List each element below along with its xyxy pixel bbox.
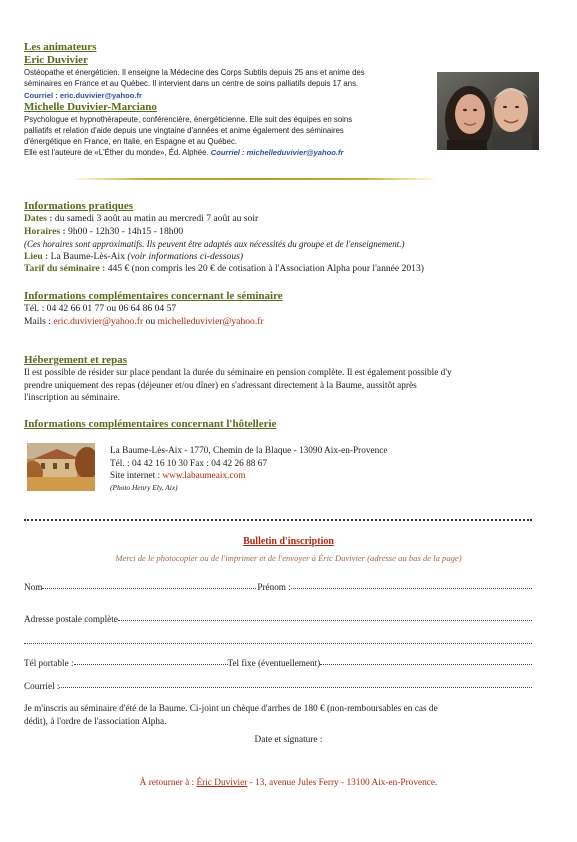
adresse-field-line-2[interactable] (24, 643, 532, 644)
animateurs-photo (437, 72, 539, 150)
hotellerie-body: La Baume-Lès-Aix - 1770, Chemin de la Blaque - 13090 Aix-en-Provence Tél. : 04 42 16 10 30 Fax : 04 42 26 88 67 Site internet : www.labaumeaix.com (Photo Henry Ely, Aix) (110, 446, 388, 492)
tel-fixe-label: Tel fixe (éventuellement) (227, 658, 321, 668)
bulletin-subtitle: Merci de le photocopier ou de l'imprimer et de l'envoyer à Éric Duvivier (adresse au bas de la page) (115, 553, 462, 563)
courriel-field[interactable] (59, 681, 532, 688)
courriel-label: Courriel : (24, 681, 60, 691)
eric-name: Eric Duvivier (24, 54, 88, 66)
adresse-field[interactable] (118, 614, 532, 621)
nom-label: Nom (24, 582, 43, 592)
eric-bio: Ostéopathe et énergéticien. Il enseigne la Médecine des Corps Subtils depuis 25 ans et anime des séminaires en France et au Québec. Il intervient dans un centre de soins palliatifs depuis 17 ans. (24, 68, 365, 88)
bulletin-title: Bulletin d'inscription (243, 536, 334, 547)
section-title-complementaires: Informations complémentaires concernant le séminaire (24, 290, 283, 302)
section-title-animateurs: Les animateurs (24, 41, 97, 53)
section-title-hebergement: Hébergement et repas (24, 354, 128, 366)
prenom-label: Prénom : (257, 582, 291, 592)
dotted-separator (24, 519, 532, 521)
pratiques-body: Dates : du samedi 3 août au matin au mercredi 7 août au soir Horaires : 9h00 - 12h30 - 14h15 - 18h00 (Ces horaires sont approximatifs. Ils peuvent être adaptés aux nécessités du groupe et de l'enseignement.) Lieu : La Baume-Lès-Aix (voir informations ci-dessous) Tarif du séminaire : 445 € (non compris les 20 € de cotisation à l'Association Alpha pour l'année 2013) (24, 213, 424, 275)
michelle-name: Michelle Duvivier-Marciano (24, 101, 157, 113)
baume-photo (27, 443, 95, 491)
retour-address: À retourner à : Éric Duvivier - 13, avenue Jules Ferry - 13100 Aix-en-Provence. (139, 778, 438, 788)
form-row-courriel (24, 681, 532, 691)
tel-portable-label: Tél portable : (24, 658, 74, 668)
section-title-hotellerie: Informations complémentaires concernant l'hôtellerie (24, 418, 277, 430)
tel-fixe-field[interactable] (320, 658, 532, 665)
eric-email[interactable]: Courriel : eric.duvivier@yahoo.fr (24, 91, 142, 100)
form-row-nom (24, 582, 532, 592)
site-link[interactable]: www.labaumeaix.com (162, 471, 246, 482)
form-row-adresse (24, 614, 532, 624)
section-title-pratiques: Informations pratiques (24, 200, 134, 212)
mail-link-michelle[interactable]: michelleduvivier@yahoo.fr (157, 315, 264, 327)
signature-label: Date et signature : (254, 735, 323, 745)
mail-link-eric[interactable]: eric.duvivier@yahoo.fr (53, 315, 144, 327)
nom-field[interactable] (42, 582, 256, 589)
prenom-field[interactable] (291, 582, 532, 589)
michelle-bio: Psychologue et hypnothérapeute, conférencière, énergéticienne. Elle suit des équipes en soins palliatifs et relation d'aide depuis une vingtaine d'années et anime également des séminaires d'énergétique en France, en Italie, en Espagne et au Québec. Elle est l'auteure de «L'Éther du monde», Éd. Alphée. Courriel : michelleduvivier@yahoo.fr (24, 115, 353, 157)
hebergement-body: Il est possible de résider sur place pendant la durée du séminaire en pension complète. Il est également possible d'y prendre uniquement des repas (déjeuner et/ou dîner) en s'adressant directement à la Baume, aussitôt après l'inscription au séminaire. (24, 368, 452, 404)
complementaires-body: Tél. : 04 42 66 01 77 ou 06 64 86 04 57 Mails : eric.duvivier@yahoo.fr ou michelleduvivier@yahoo.fr (24, 303, 264, 327)
tel-portable-field[interactable] (74, 658, 228, 665)
michelle-email[interactable]: Courriel : michelleduvivier@yahoo.fr (210, 148, 344, 157)
section-divider (74, 178, 434, 180)
form-row-telephone (24, 658, 532, 668)
engagement-text: Je m'inscris au séminaire d'été de la Baume. Ci-joint un chèque d'arrhes de 180 € (non-remboursables en cas de dédit), à l'ordre de l'association Alpha. (24, 704, 438, 727)
adresse-label: Adresse postale complète (24, 614, 118, 624)
